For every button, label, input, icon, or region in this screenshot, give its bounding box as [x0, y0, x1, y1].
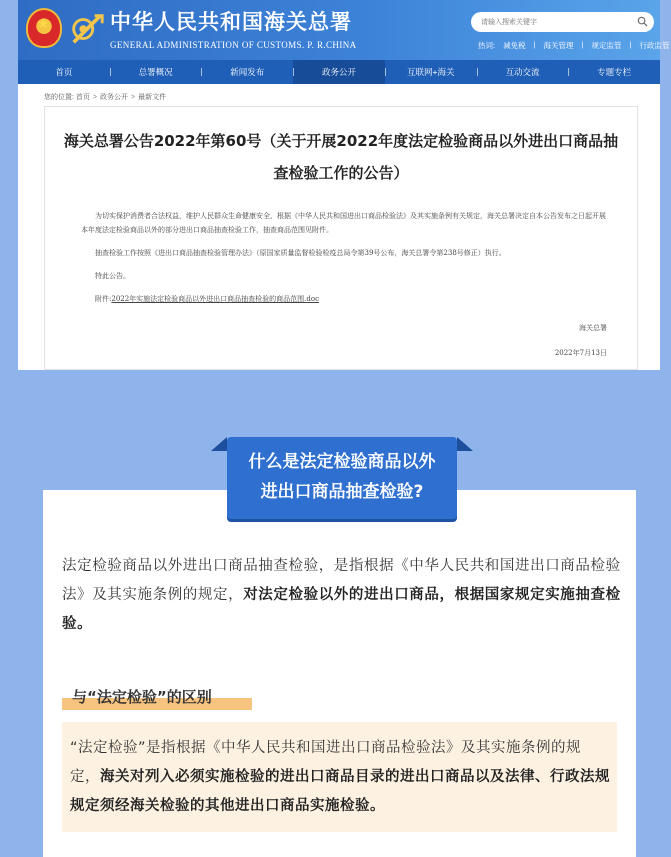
site-title: 中华人民共和国海关总署	[110, 9, 352, 34]
definition-emphasis: 对法定检验以外的进出口商品，根据国家规定实施抽查检验。	[62, 587, 621, 632]
hot-words: 热词: 减免税 | 海关管理 | 规定监管 | 行政监管	[478, 40, 670, 50]
nav-item-interaction[interactable]: 互动交流	[477, 60, 569, 84]
breadcrumb-prefix: 您的位置:	[44, 94, 74, 101]
breadcrumb-separator: >	[131, 94, 136, 101]
main-nav	[18, 60, 660, 84]
article-paragraph: 为切实保护消费者合法权益，维护人民群众生命健康安全，根据《中华人民共和国进出口商品检验法》及其实施条例有关规定，海关总署决定自本公告发布之日起开展本年度法定检验商品以外的部分进出口商品抽查检验工作，抽查商品范围见附件。	[81, 212, 606, 234]
announcement-article	[44, 106, 638, 370]
site-header	[18, 0, 670, 60]
nav-item-overview[interactable]: 总署概况	[110, 60, 202, 84]
definition-paragraph	[62, 552, 622, 639]
article-attachment	[81, 292, 607, 306]
nav-item-topics[interactable]: 专题专栏	[568, 60, 660, 84]
hot-word-link[interactable]: 行政监管	[639, 41, 670, 50]
legal-inspection-normal: “法定检验”是指根据《中华人民共和国进出口商品检验法》及其实施条例的规定，	[70, 740, 582, 785]
article-title: 海关总署公告2022年第60号（关于开展2022年度法定检验商品以外进出口商品抽查检验工作的公告）	[63, 132, 619, 182]
banner-line-2: 进出口商品抽查检验?	[260, 482, 424, 502]
question-banner	[227, 437, 457, 519]
banner-fold-left	[211, 437, 227, 451]
breadcrumb-latest-files[interactable]: 最新文件	[138, 94, 167, 101]
banner-line-1: 什么是法定检验商品以外	[248, 452, 436, 472]
article-paragraph: 抽查检验工作按照《进出口商品抽查检验管理办法》（原国家质量监督检验检疫总局令第39号公布，海关总署令第238号修正）执行。	[95, 249, 506, 257]
attachment-label: 附件:	[95, 295, 112, 303]
search-input[interactable]	[481, 15, 631, 29]
website-screenshot	[18, 0, 670, 370]
article-body	[81, 209, 607, 315]
hot-word-link[interactable]: 海关管理	[543, 41, 574, 50]
breadcrumb-home[interactable]: 首页	[75, 94, 90, 101]
banner-fold-right	[457, 437, 473, 451]
national-emblem-icon	[26, 8, 62, 48]
legal-inspection-emphasis: 海关对列入必须实施检验的进出口商品目录的进出口商品以及法律、行政法规规定须经海关检验的其他进出口商品实施检验。	[70, 769, 610, 814]
attachment-link[interactable]: 2022年实施法定检验商品以外进出口商品抽查检验的商品范围.doc	[111, 295, 320, 303]
nav-item-home[interactable]: 首页	[55, 67, 73, 77]
article-date: 2022年7月13日	[554, 349, 607, 357]
definition-text: 法定检验商品以外进出口商品抽查检验，是指根据《中华人民共和国进出口商品检验法》及其实施条例的规定，	[62, 558, 621, 603]
customs-emblem-icon	[68, 10, 106, 48]
legal-inspection-box	[62, 722, 617, 832]
hot-words-label: 热词:	[478, 41, 496, 50]
hot-word-link[interactable]: 减免税	[503, 41, 526, 50]
hot-word-link[interactable]: 规定监管	[591, 41, 622, 50]
subheading-text: 与“法定检验”的区别	[72, 688, 212, 706]
banner-text	[227, 447, 457, 507]
nav-item-gov-affairs[interactable]: 政务公开	[293, 60, 385, 84]
legal-inspection-text	[70, 734, 611, 821]
nav-item-internet-customs[interactable]: 互联网+海关	[385, 60, 477, 84]
breadcrumb-separator: >	[92, 94, 97, 101]
site-subtitle: GENERAL ADMINISTRATION OF CUSTOMS. P. R.CHINA	[110, 40, 357, 50]
article-signature: 海关总署	[579, 324, 607, 332]
search-icon[interactable]	[637, 16, 648, 27]
article-paragraph: 特此公告。	[95, 272, 130, 280]
nav-item-news[interactable]: 新闻发布	[201, 60, 293, 84]
breadcrumb-gov-affairs[interactable]: 政务公开	[100, 94, 128, 101]
breadcrumb	[44, 92, 166, 102]
search-box[interactable]	[471, 12, 654, 32]
